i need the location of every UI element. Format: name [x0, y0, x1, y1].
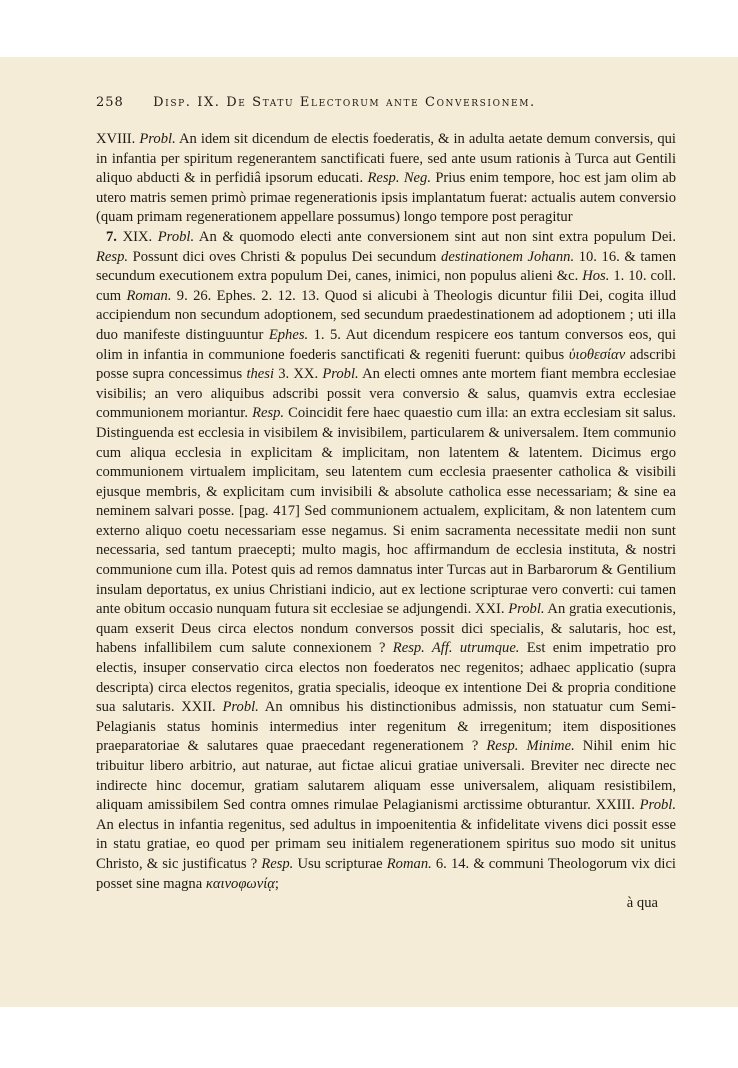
text-run: 3. XX.	[274, 366, 323, 383]
italic-term: destinationem Johann.	[441, 248, 575, 265]
text-run: An electus in infantia regenitus, sed adultus in impoenitentia & infidelitate vivens dici possit esse in statu gratiae, eo quod per primam seu initialem regenerationem spiritus suo modo sit unitus Christo, & sic justificatus ?	[96, 816, 676, 872]
italic-term: Hos.	[582, 268, 610, 285]
text-run: An idem sit dicendum de electis foederatis, & in adulta aetate demum conversis, qui in infantia per spiritum regenerantem sanctificati fuere, sed ante usum rationis à Turca aut Gentili aliquo abducti & in perfidiâ ipsorum educati.	[96, 131, 676, 187]
text-run: 1. 10. coll. cum	[96, 268, 676, 304]
text-body	[96, 130, 676, 914]
catchword: à qua	[626, 895, 658, 912]
page-number: 258	[96, 95, 124, 110]
text-run: ;	[274, 875, 279, 892]
italic-term: Resp.	[96, 248, 129, 265]
italic-term: Resp. Neg.	[367, 170, 431, 187]
text-run: Prius enim tempore, hoc est jam olim ab utero matris semen primò primae regenerationis ipsis implantatum fuerat: actualis autem conversio (quam primam regenerationem appellare possumus) longo tempore post peragitur	[96, 170, 676, 226]
text-run: An electi omnes ante mortem fiant membra ecclesiae visibilis; an vero aliquibus adscribi possit vera conversio & salus, quamvis extra ecclesiae communionem moriantur.	[96, 366, 676, 422]
text-run: An gratia executionis, quam exserit Deus circa electos nondum conversos possit dici specialis, & salutaris, hoc est, habens infallibilem cum salute connexionem ?	[96, 601, 676, 657]
text-run: XVIII.	[96, 131, 140, 147]
text-run: 10. 16. & tamen secundum executionem extra populum Dei, canes, inimici, non populus alieni &c.	[96, 248, 676, 285]
italic-term: Ephes.	[268, 326, 309, 343]
text-run: 1. 5. Aut dicendum respicere eos tantum conversos eos, qui olim in infantia in communione foederis sanctificati & regeniti fuerunt: quibus	[96, 326, 676, 363]
text-run: Usu scripturae	[293, 855, 387, 872]
paragraph-7	[96, 228, 676, 894]
text-run: XIX.	[116, 228, 158, 245]
text-run: 7.	[106, 228, 117, 245]
text-run: adscribi posse supra concessimus	[96, 346, 676, 383]
text-run: An omnibus his distinctionibus admissis, non statuatur cum Semi-Pelagianis status hominis intermedius inter regenitum & irregenitum; item dispositiones praeparatoriae & salutares quae praecedant regenerationem ?	[96, 699, 676, 755]
italic-term: Probl.	[508, 601, 545, 618]
italic-term: ὑιοθεσίαν	[568, 346, 626, 363]
text-run: Nihil enim hic tribuitur libero arbitrio, aut naturae, aut fictae alicui gratiae universali. Breviter nec directe nec indirecte hinc docemur, gratiam salutarem aliquam esse universalem, aliquam resistibilem, aliquam amissibilem Sed contra omnes rimulae Pelagianismi arctissime obturantur. XXIII.	[96, 738, 676, 814]
italic-term: Resp.	[261, 855, 294, 872]
italic-term: Probl.	[157, 228, 195, 245]
text-run: An & quomodo electi ante conversionem sint aut non sint extra populum Dei.	[194, 228, 676, 245]
italic-term: Resp. Aff. utrumque.	[392, 640, 520, 657]
text-run: Possunt dici oves Christi & populus Dei secundum	[128, 248, 442, 265]
italic-term: Resp. Minime.	[486, 738, 575, 755]
italic-term: Roman.	[386, 855, 432, 872]
italic-term: Probl.	[322, 366, 359, 383]
italic-term: Probl.	[639, 797, 676, 814]
italic-term: καινοφωνίᾳ	[205, 875, 275, 892]
italic-term: Probl.	[139, 131, 176, 147]
text-run: Est enim impetratio pro electis, insuper conservatio circa electos non foederatos nec regenitos; adhaec applicatio (supra descripta) circa electos regenitos, gratia specialis, ideoque ex intentione Dei & propria conditione sua salutaris. XXII.	[96, 640, 676, 716]
text-run: 9. 26. Ephes. 2. 12. 13. Quod si alicubi à Theologis dicuntur filii Dei, cogita illud accipiendum non secundum adoptionem, sed secundum praedestinationem ad adoptionem ; uti illa duo manifeste distinguuntur	[96, 287, 676, 343]
italic-term: Roman.	[126, 287, 172, 304]
text-run: Coincidit fere haec quaestio cum illa: an extra ecclesiam sit salus. Distinguenda est ecclesia in visibilem & invisibilem, particularem & universalem. Item communio cum aliqua ecclesia in explicitam & implicitam, non latentem & latentem. Dicimus ergo communionem virtualem implicitam, seu latentem cum ecclesia praesenter catholica & visibili ejusque membris, & explicitam cum invisibili & absolute catholica esse necessariam; & sine ea neminem salvari posse. [pag. 417] Sed communionem actualem, explicitam, & non latentem cum externo aliquo coetu necessariam esse negamus. Si enim sacramenta necessitate medii non sunt necessaria, sed tantum praecepti; multo magis, hoc affirmandum de ecclesia instituta, & nostri communione cum illa. Potest quis ad remos damnatus inter Turcas aut in Barbarorum & Gentilium insulam deportatus, ex unius Christiani indicio, aut ex lectione scripturae vero converti: cui tamen ante obitum occasio nunquam futura sit ecclesiae se adjungendi. XXI.	[96, 405, 676, 618]
italic-term: thesi	[246, 366, 275, 383]
paragraph-xviii	[96, 130, 676, 228]
italic-term: Probl.	[222, 699, 259, 716]
italic-term: Resp.	[252, 405, 285, 422]
text-run: 6. 14. & communi Theologorum vix dici posset sine magna	[96, 855, 676, 892]
running-header	[96, 95, 656, 113]
running-title: Disp. IX. De Statu Electorum ante Conversionem.	[153, 95, 536, 110]
